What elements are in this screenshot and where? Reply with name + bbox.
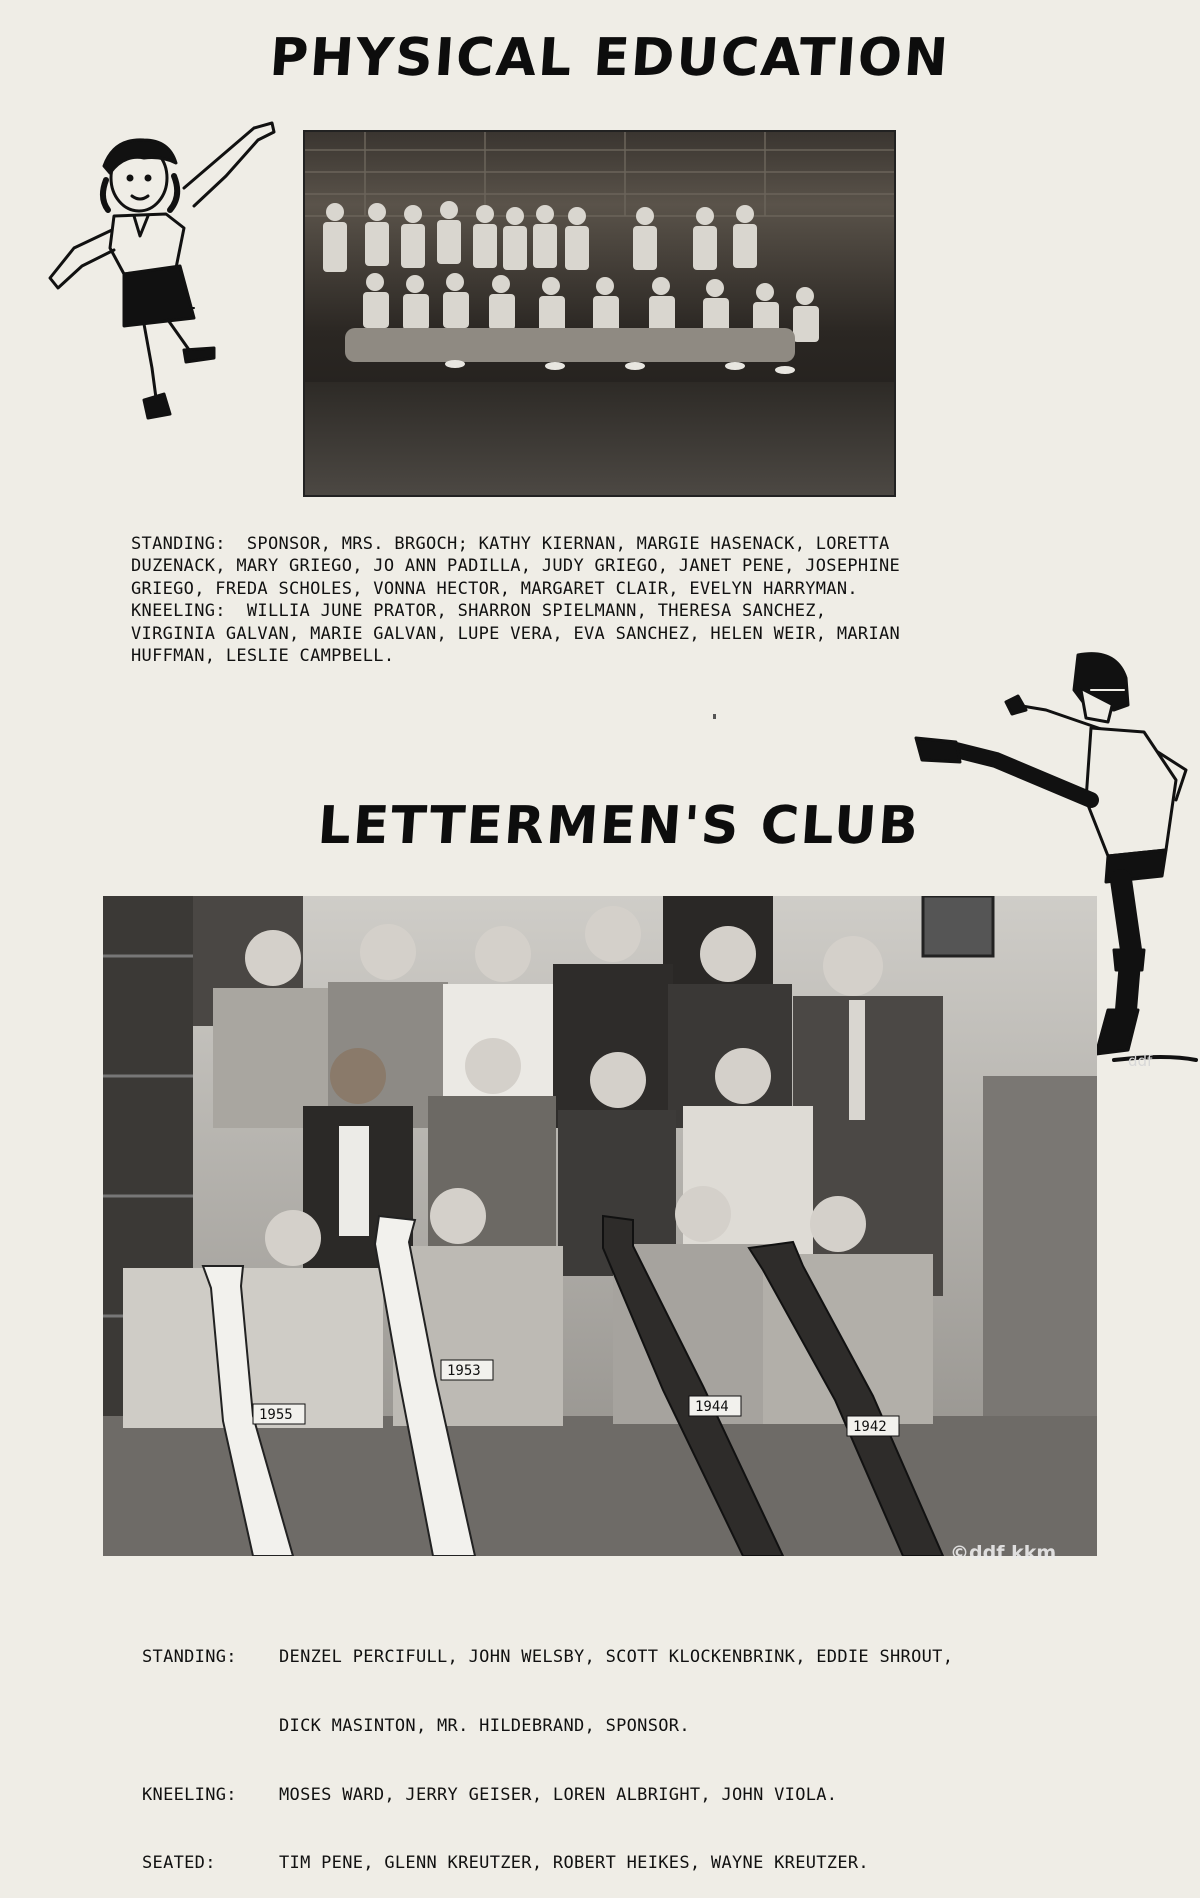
standing-label: STANDING:: [142, 1646, 237, 1667]
standing-row: [142, 1646, 953, 1669]
kneeling-row: [142, 1784, 953, 1807]
paddle-year-label: 1953: [447, 1363, 481, 1379]
standing-row-continued: [142, 1715, 953, 1738]
pencil-mark: [713, 714, 716, 719]
lettermens-club-title: LETTERMEN'S CLUB: [315, 796, 923, 856]
seated-names: TIM PENE, GLENN KREUTZER, ROBERT HEIKES, WAYNE KREUTZER.: [279, 1853, 869, 1874]
standing-names: DENZEL PERCIFULL, JOHN WELSBY, SCOTT KLOCKENBRINK, EDDIE SHROUT,: [279, 1646, 954, 1667]
watermark-small: ddf: [1128, 1052, 1153, 1070]
lettermens-club-caption: [142, 1600, 953, 1898]
physical-education-title: PHYSICAL EDUCATION: [267, 28, 952, 88]
physical-education-caption: [131, 533, 900, 668]
caption-line: STANDING: SPONSOR, MRS. BRGOCH; KATHY KIERNAN, MARGIE HASENACK, LORETTA: [131, 534, 890, 554]
paddle-year-label: 1944: [695, 1399, 729, 1415]
cheerleader-clipart-icon: [44, 118, 276, 424]
seated-label: SEATED:: [142, 1853, 216, 1874]
standing-names-continued: DICK MASINTON, MR. HILDEBRAND, SPONSOR.: [279, 1715, 690, 1736]
kneeling-names: MOSES WARD, JERRY GEISER, LOREN ALBRIGHT, JOHN VIOLA.: [279, 1784, 838, 1805]
watermark: ©ddf kkm: [950, 1542, 1057, 1564]
caption-line: VIRGINIA GALVAN, MARIE GALVAN, LUPE VERA, EVA SANCHEZ, HELEN WEIR, MARIAN: [131, 623, 901, 644]
physical-education-photo: [303, 130, 896, 497]
kneeling-label: KNEELING:: [142, 1784, 237, 1805]
caption-line: DUZENACK, MARY GRIEGO, JO ANN PADILLA, JUDY GRIEGO, JANET PENE, JOSEPHINE: [131, 556, 901, 577]
gym-class-photo-icon: [305, 132, 894, 495]
paddle-year-label: 1942: [853, 1419, 887, 1435]
caption-line: GRIEGO, FREDA SCHOLES, VONNA HECTOR, MARGARET CLAIR, EVELYN HARRYMAN.: [131, 578, 858, 599]
lettermen-group-photo-icon: [103, 896, 1097, 1556]
caption-line: KNEELING: WILLIA JUNE PRATOR, SHARRON SPIELMANN, THERESA SANCHEZ,: [131, 601, 827, 622]
lettermens-club-photo: [103, 896, 1097, 1556]
seated-row: [142, 1852, 953, 1875]
caption-line: HUFFMAN, LESLIE CAMPBELL.: [131, 646, 395, 667]
paddle-year-label: 1955: [259, 1407, 293, 1423]
